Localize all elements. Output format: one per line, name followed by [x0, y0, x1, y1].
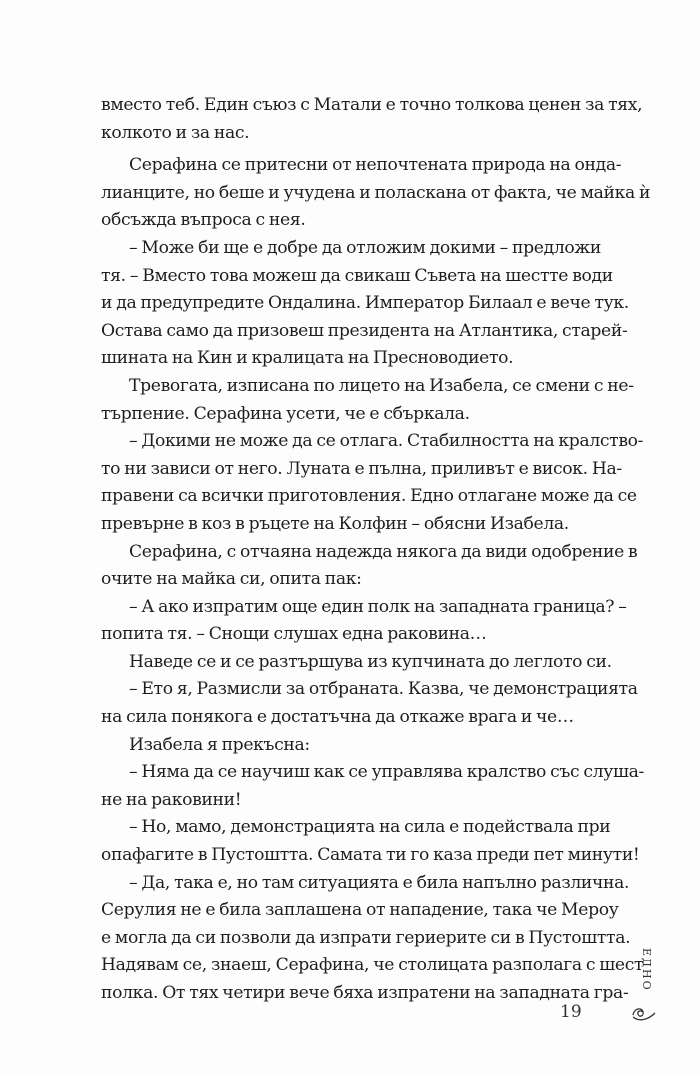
text-line: – Няма да се научиш как се управлява кралство със слуша-	[129, 762, 644, 783]
text-line: е могла да си позволи да изпрати гериерите си в Пустоштта.	[101, 927, 631, 948]
wave-ornament-icon	[630, 1003, 658, 1025]
text-line: – Ето я, Размисли за отбраната. Казва, че демонстрацията	[129, 679, 638, 700]
text-line: – А ако изпратим още един полк на западната граница? –	[129, 596, 627, 617]
text-line: попита тя. – Снощи слушах една раковина…	[101, 624, 487, 645]
text-line: и да предупредите Ондалина. Император Билаал е вече тук.	[101, 293, 629, 314]
text-line: очите на майка си, опита пак:	[101, 569, 362, 590]
text-line: превърне в коз в ръцете на Колфин – обясни Изабела.	[101, 513, 569, 534]
text-line: Тревогата, изписана по лицето на Изабела, се смени с не-	[129, 375, 634, 396]
text-line: обсъжда въпроса с нея.	[101, 210, 306, 231]
text-line: – Но, мамо, демонстрацията на сила е подействала при	[129, 817, 611, 838]
text-line: Серулия не е била заплашена от нападение, така че Мероу	[101, 900, 619, 921]
text-line: колкото и за нас.	[101, 122, 250, 143]
page-number: 19	[560, 1002, 582, 1022]
text-line: търпение. Серафина усети, че е сбъркала.	[101, 403, 470, 424]
body-text	[101, 92, 651, 1008]
text-line: Наведе се и се разтършува из купчината до леглото си.	[129, 651, 612, 672]
text-line: правени са всички приготовления. Едно отлагане може да се	[101, 486, 637, 507]
text-line: опафагите в Пустоштта. Самата ти го каза преди пет минути!	[101, 845, 640, 866]
text-line: полка. От тях четири вече бяха изпратени на западната гра-	[101, 983, 629, 1003]
text-line: Серафина се притесни от непочтената природа на онда-	[129, 155, 622, 176]
text-line: – Да, така е, но там ситуацията е била напълно различна.	[129, 872, 630, 893]
text-line: тя. – Вместо това можеш да свикаш Съвета на шестте води	[101, 265, 613, 286]
text-line: Серафина, с отчаяна надежда някога да види одобрение в	[129, 541, 638, 562]
text-line: Изабела я прекъсна:	[129, 734, 310, 755]
running-head: ЕДНО	[640, 948, 653, 992]
text-line: Остава само да призовеш президента на Атлантика, старей-	[101, 320, 628, 341]
text-line: – Може би ще е добре да отложим докими – предложи	[129, 237, 601, 258]
text-line: то ни зависи от него. Луната е пълна, приливът е висок. На-	[101, 458, 622, 479]
text-line: – Докими не може да се отлага. Стабилността на кралство-	[129, 431, 644, 452]
text-line: вместо теб. Един съюз с Матали е точно толкова ценен за тях,	[101, 95, 643, 115]
text-line: на сила понякога е достатъчна да откаже врага и че…	[101, 707, 574, 728]
text-line: не на раковини!	[101, 789, 242, 810]
text-line: шината на Кин и кралицата на Пресноводието.	[101, 348, 514, 369]
text-line: Надявам се, знаеш, Серафина, че столицата разполага с шест	[101, 955, 644, 976]
text-line: лианците, но беше и учудена и поласкана от факта, че майка ѝ	[101, 182, 651, 203]
